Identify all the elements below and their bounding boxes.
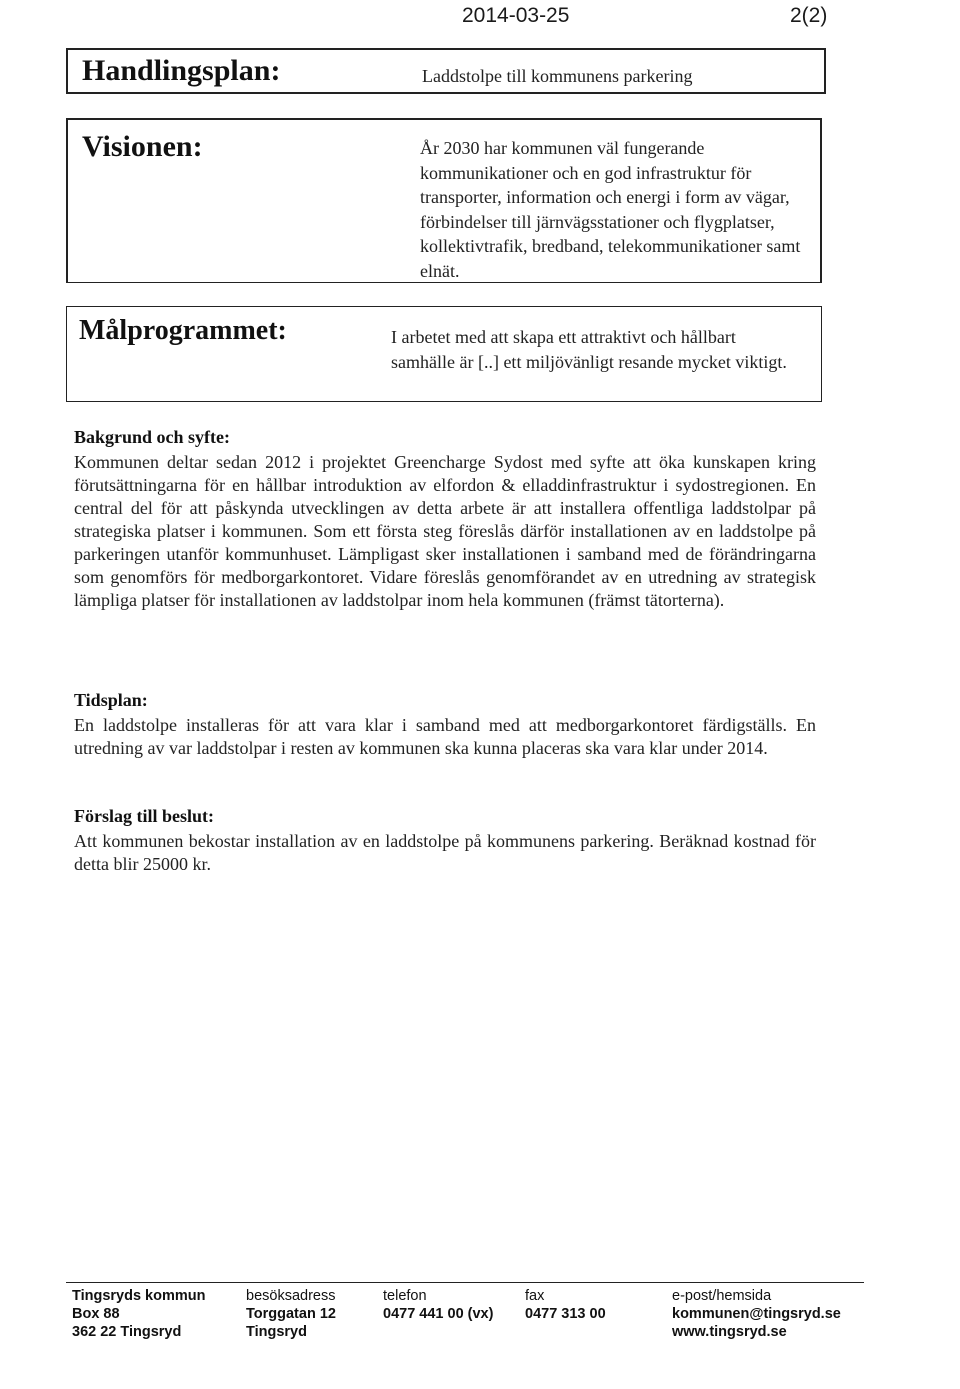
footer-phone-number: 0477 441 00 (vx) bbox=[383, 1306, 494, 1322]
visionen-text: År 2030 har kommunen väl fungerande kommunikationer och en god infrastruktur för transporter, information och energi i form av vägar, förbindelser till järnvägsstationer och flygplatser, kollektivtrafik, bredband, telekommunikationer samt elnät. bbox=[420, 138, 801, 281]
handlingsplan-label: Handlingsplan: bbox=[82, 54, 281, 87]
footer-org-name: Tingsryds kommun bbox=[72, 1288, 206, 1304]
malprogrammet-text: I arbetet med att skapa ett attraktivt och hållbart samhälle är [..] ett miljövänligt resande mycket viktigt. bbox=[391, 327, 787, 372]
footer-org-box: Box 88 bbox=[72, 1306, 120, 1322]
bakgrund-text: Kommunen deltar sedan 2012 i projektet Greencharge Sydost med syfte att öka kunskapen kring förutsättningarna för en hållbar introduktion av elfordon & elladdinfrastruktur i sydostregionen. En central del för att påskynda utvecklingen av detta arbete är att installera offentliga laddstolpar på strategiska platser i kommunen. Som ett första steg föreslås därför installationen av en laddstolpe på parkeringen utanför kommunhuset. Lämpligast sker installationen i samband med de förändringarna som genomförs för medborgarkontoret. Vidare föreslås genomförandet av en utredning av strategisk lämpliga platser för installationen av laddstolpar inom hela kommunen (främst tätorterna). bbox=[74, 452, 816, 610]
footer-fax-header: fax bbox=[525, 1288, 545, 1304]
footer-contact bbox=[672, 1287, 841, 1341]
footer-website-link[interactable]: www.tingsryd.se bbox=[672, 1324, 787, 1340]
footer-org-postal: 362 22 Tingsryd bbox=[72, 1324, 182, 1340]
bakgrund-heading: Bakgrund och syfte: bbox=[74, 427, 231, 447]
footer-contact-header: e-post/hemsida bbox=[672, 1288, 772, 1304]
footer-fax-number: 0477 313 00 bbox=[525, 1306, 606, 1322]
document-date: 2014-03-25 bbox=[462, 4, 570, 27]
footer-visit-header: besöksadress bbox=[246, 1288, 336, 1304]
footer-divider bbox=[66, 1282, 864, 1283]
malprogrammet-box bbox=[66, 306, 822, 402]
footer-organization bbox=[72, 1287, 205, 1341]
footer-fax bbox=[525, 1287, 606, 1323]
handlingsplan-box bbox=[66, 48, 826, 94]
footer-phone bbox=[383, 1287, 493, 1323]
footer-visit-street: Torggatan 12 bbox=[246, 1306, 336, 1322]
visionen-label: Visionen: bbox=[82, 130, 203, 163]
footer-phone-header: telefon bbox=[383, 1288, 427, 1304]
footer-visit-city: Tingsryd bbox=[246, 1324, 307, 1340]
tidsplan-text: En laddstolpe installeras för att vara klar i samband med att medborgarkontoret färdigställs. En utredning av var laddstolpar i resten av kommunen ska kunna placeras ska vara klar under 2014. bbox=[74, 715, 816, 758]
tidsplan-heading: Tidsplan: bbox=[74, 690, 148, 710]
handlingsplan-text: Laddstolpe till kommunens parkering bbox=[422, 66, 693, 86]
page-number: 2(2) bbox=[790, 4, 828, 27]
forslag-text: Att kommunen bekostar installation av en laddstolpe på kommunens parkering. Beräknad kostnad för detta blir 25000 kr. bbox=[74, 831, 816, 874]
footer-visit-address bbox=[246, 1287, 336, 1341]
malprogrammet-label: Målprogrammet: bbox=[79, 315, 287, 346]
forslag-heading: Förslag till beslut: bbox=[74, 806, 214, 826]
visionen-box bbox=[66, 118, 822, 283]
footer-email-link[interactable]: kommunen@tingsryd.se bbox=[672, 1306, 841, 1322]
